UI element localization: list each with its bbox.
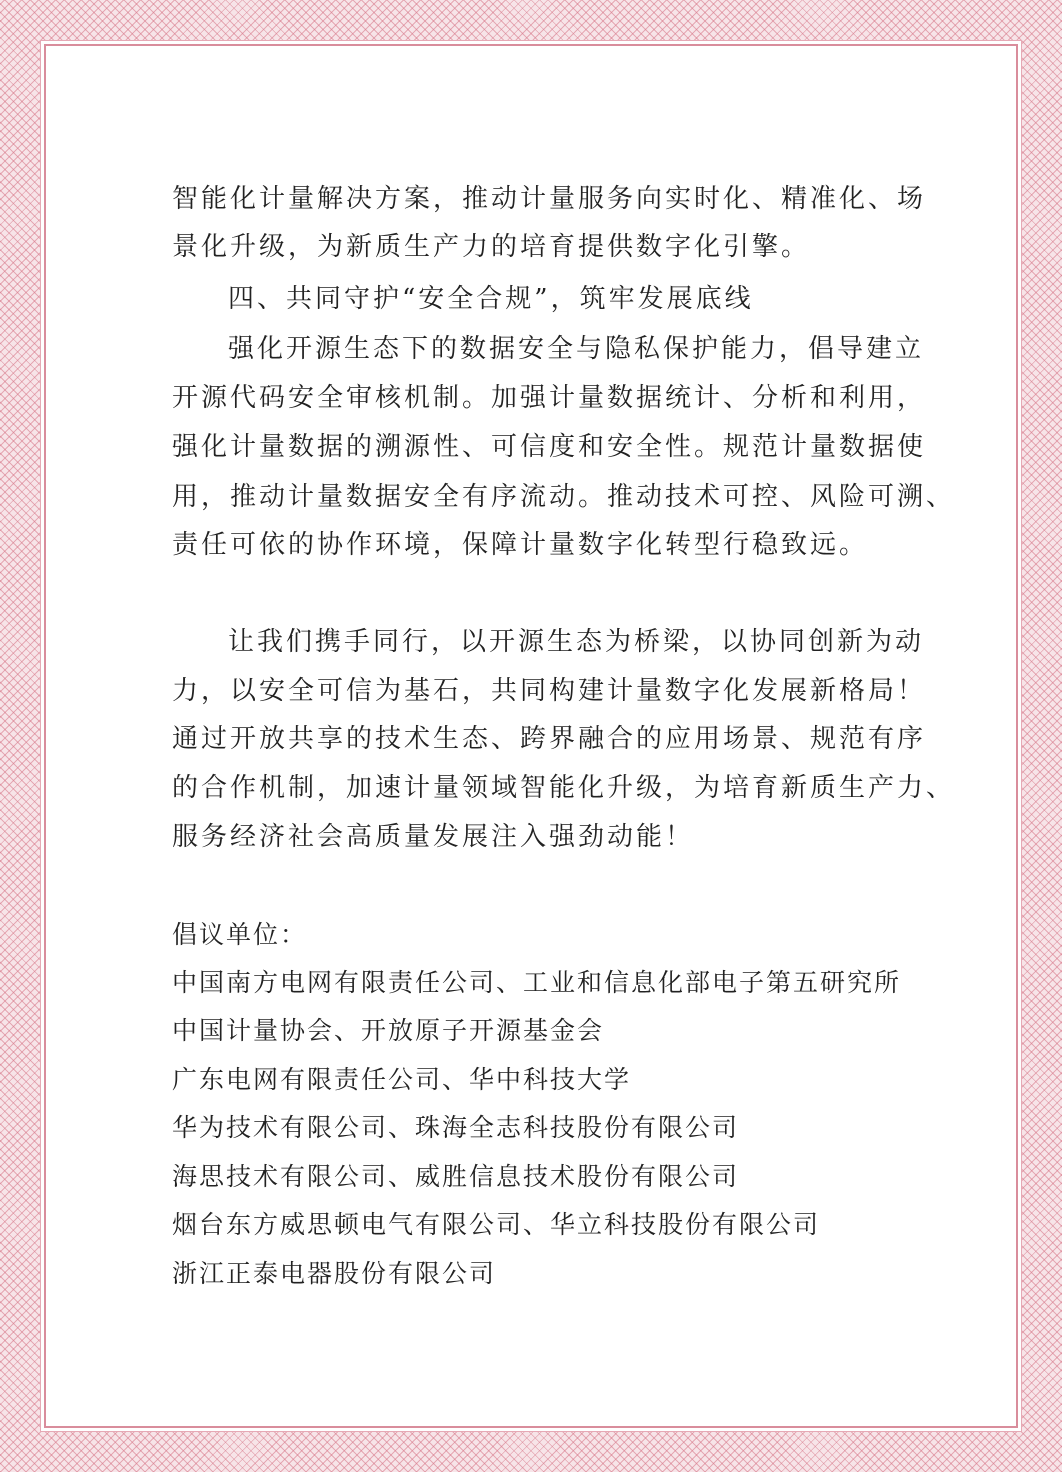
body-line: 的合作机制，加速计量领域智能化升级，为培育新质生产力、 [172,773,956,803]
body-line: 责任可依的协作环境，保障计量数字化转型行稳致远。 [172,530,869,560]
signatories-label: 倡议单位： [172,920,308,949]
signatory-line: 海思技术有限公司、威胜信息技术股份有限公司 [172,1162,740,1191]
signatory-line: 中国计量协会、开放原子开源基金会 [172,1016,605,1045]
signatory-line: 华为技术有限公司、珠海全志科技股份有限公司 [172,1113,740,1142]
body-line: 景化升级，为新质生产力的培育提供数字化引擎。 [172,232,811,262]
body-line: 力，以安全可信为基石，共同构建计量数字化发展新格局！ [172,676,927,706]
body-line: 让我们携手同行，以开源生态为桥梁，以协同创新为动 [228,627,925,657]
signatory-line: 浙江正泰电器股份有限公司 [172,1259,497,1288]
signatory-line: 烟台东方威思顿电气有限公司、华立科技股份有限公司 [172,1210,821,1239]
signatory-line: 中国南方电网有限责任公司、工业和信息化部电子第五研究所 [172,968,902,997]
body-line: 服务经济社会高质量发展注入强劲动能！ [172,822,695,852]
body-line: 强化开源生态下的数据安全与隐私保护能力，倡导建立 [228,334,925,364]
body-line: 用，推动计量数据安全有序流动。推动技术可控、风险可溯、 [172,482,956,512]
section-heading: 四、共同守护“安全合规”，筑牢发展底线 [228,284,754,314]
body-line: 开源代码安全审核机制。加强计量数据统计、分析和利用， [172,383,927,413]
signatory-line: 广东电网有限责任公司、华中科技大学 [172,1065,632,1094]
body-line: 智能化计量解决方案，推动计量服务向实时化、精准化、场 [172,184,927,214]
body-line: 强化计量数据的溯源性、可信度和安全性。规范计量数据使 [172,432,927,462]
body-line: 通过开放共享的技术生态、跨界融合的应用场景、规范有序 [172,724,927,754]
